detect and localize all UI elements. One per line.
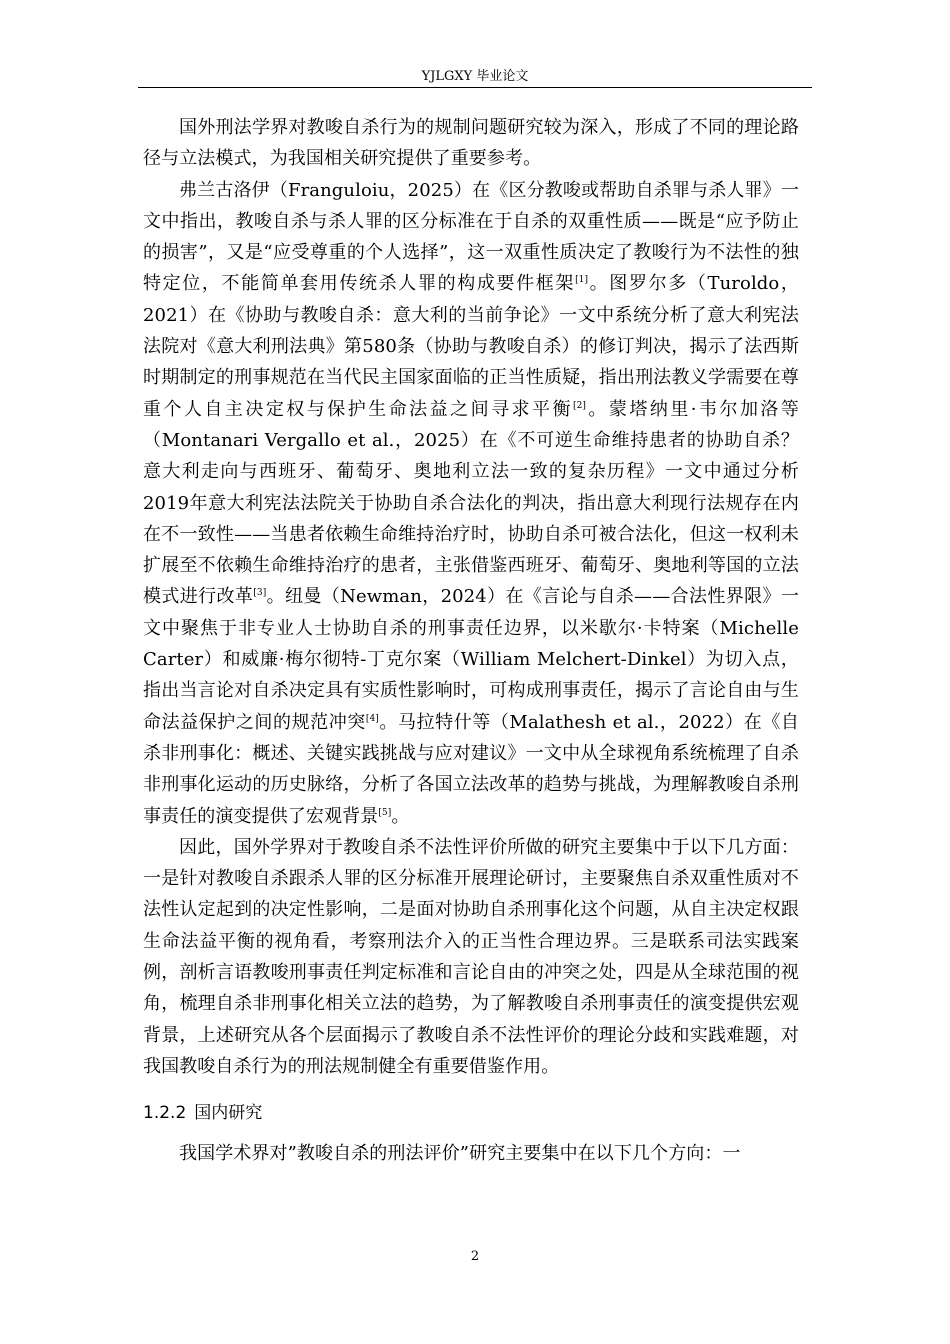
text-segment: 。蒙塔纳里·韦尔加洛等（Montanari Vergallo et al.，2025）在《不可逆生命维持患者的协助自杀？意大利走向与西班牙、葡萄牙、奥地利立法一致的复杂历程》一文中通过分析2019年意大利宪法法院关于协助自杀合法化的判决，指出意大利现行法规存在内在不一致性——当患者依赖生命维持治疗时，协助自杀可被合法化，但这一权利未扩展至不依赖生命维持治疗的患者，主张借鉴西班牙、葡萄牙、奥地利等国的立法模式进行改革 [143, 398, 799, 608]
citation: [1] [575, 275, 589, 286]
citation: [5] [378, 807, 392, 818]
paragraph-domestic-research: 我国学术界对”教唆自杀的刑法评价”研究主要集中在以下几个方向：一 [179, 1143, 741, 1165]
section-heading [143, 1100, 799, 1126]
page-number: 2 [470, 1249, 480, 1264]
citation: [3] [253, 588, 267, 599]
text-segment: 。图罗尔多（Turoldo，2021）在《协助与教唆自杀：意大利的当前争论》一文中系统分析了意大利宪法法院对《意大利刑法典》第580条（协助与教唆自杀）的修订判决，揭示了法西斯时期制定的刑事规范在当代民主国家面临的正当性质疑，指出刑法教义学需要在尊重个人自主决定权与保护生命法益之间寻求平衡 [143, 273, 799, 420]
text-segment: 弗兰古洛伊（Franguloiu，2025）在《区分教唆或帮助自杀罪与杀人罪》一文中指出，教唆自杀与杀人罪的区分标准在于自杀的双重性质——既是“应予防止的损害”，又是“应受尊重的个人选择”，这一双重性质决定了教唆行为不法性的独特定位，不能简单套用传统杀人罪的构成要件框架 [143, 179, 799, 295]
paragraph-summary: 因此，国外学界对于教唆自杀不法性评价所做的研究主要集中于以下几方面：一是针对教唆自杀跟杀人罪的区分标准开展理论研讨，主要聚焦自杀双重性质对不法性认定起到的决定性影响，二是面对协助自杀刑事化这个问题，从自主决定权跟生命法益平衡的视角看，考察刑法介入的正当性合理边界。三是联系司法实践案例，剖析言语教唆刑事责任判定标准和言论自由的冲突之处，四是从全球范围的视角，梳理自杀非刑事化相关立法的趋势，为了解教唆自杀刑事责任的演变提供宏观背景，上述研究从各个层面揭示了教唆自杀不法性评价的理论分歧和实践难题，对我国教唆自杀行为的刑法规制健全有重要借鉴作用。 [143, 836, 799, 1077]
section-number: 1.2.2 [143, 1103, 187, 1124]
section-title: 国内研究 [194, 1103, 263, 1124]
paragraph-intro: 国外刑法学界对教唆自杀行为的规制问题研究较为深入，形成了不同的理论路径与立法模式，为我国相关研究提供了重要参考。 [143, 117, 799, 170]
citation: [2] [572, 400, 587, 411]
body-text [143, 112, 799, 1170]
citation: [4] [365, 713, 379, 724]
header-rule [138, 87, 812, 88]
paragraph-literature-review [143, 175, 799, 832]
running-header: YJLGXY 毕业论文 [421, 69, 529, 84]
text-segment: 。 [391, 805, 410, 827]
text-segment: 。纽曼（Newman，2024）在《言论与自杀——合法性界限》一文中聚焦于非专业人士协助自杀的刑事责任边界，以米歇尔·卡特案（Michelle Carter）和威廉·梅尔彻特-丁克尔案（William Melchert-Dinkel）为切入点，指出当言论对自杀决定具有实质性影响时，可构成刑事责任，揭示了言论自由与生命法益保护之间的规范冲突 [143, 586, 799, 733]
text-segment: 。马拉特什等（Malathesh et al.，2022）在《自杀非刑事化：概述、关键实践挑战与应对建议》一文中从全球视角系统梳理了自杀非刑事化运动的历史脉络，分析了各国立法改革的趋势与挑战，为理解教唆自杀刑事责任的演变提供了宏观背景 [143, 711, 799, 827]
